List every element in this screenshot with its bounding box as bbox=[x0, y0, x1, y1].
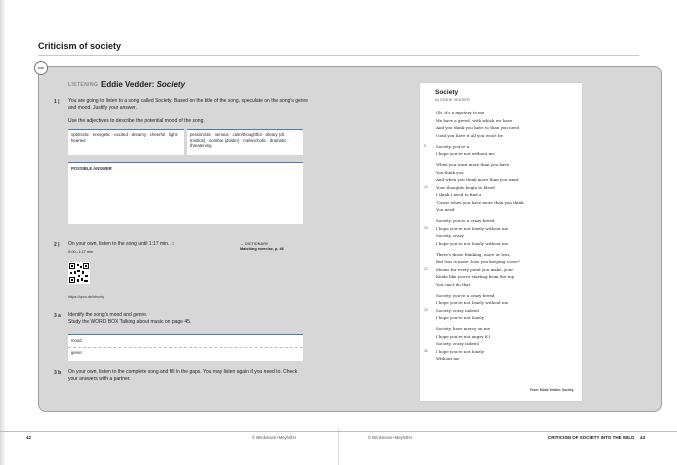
lyric-line: Society, you're a crazy breed bbox=[436, 292, 495, 298]
lyric-line: Without me bbox=[436, 356, 460, 361]
dictionary-text: Matching exercise, p. 46 bbox=[240, 247, 284, 251]
qr-link[interactable]: https://qrco.de/bbvcty bbox=[68, 295, 105, 299]
lyric-line: Society, crazy indeed bbox=[436, 307, 479, 313]
page-number-left: 42 bbox=[26, 435, 32, 440]
lyric-line: I hope you're not angry if I bbox=[436, 333, 491, 339]
task-1-number: 1 | bbox=[54, 99, 60, 105]
qr-code[interactable] bbox=[68, 262, 90, 284]
lyric-line: You think you bbox=[436, 169, 464, 175]
line-number: 30 bbox=[424, 348, 428, 353]
task-icon: task bbox=[34, 61, 48, 75]
adjectives-positive: optimistic · energetic · excited · dreamy · cheerful · light-hearted bbox=[68, 129, 184, 155]
task-3a-text-2: Study the WORD BOX Talking about music on page 45. bbox=[68, 319, 192, 325]
answer-label: POSSIBLE ANSWER bbox=[71, 166, 112, 171]
line-number: 10 bbox=[424, 184, 428, 189]
lyric-line: But less is more, how you keeping score? bbox=[436, 259, 520, 264]
lyric-line: And when you think more than you want bbox=[436, 177, 519, 182]
lyric-line: I hope you're not lonely bbox=[436, 348, 484, 354]
page-gutter-shadow bbox=[0, 0, 6, 465]
lyric-line: Society, you're a bbox=[436, 143, 470, 149]
task-1-text-2: Use the adjectives to describe the potential mood of the song. bbox=[68, 118, 205, 124]
publisher-left: © Brinkmann+Meyhöfer bbox=[252, 435, 297, 440]
mood-label: mood: bbox=[71, 338, 83, 343]
lyric-line: Kinda like you're starting from the top bbox=[436, 274, 515, 279]
lyric-line: Society, crazy indeed bbox=[436, 341, 479, 346]
lyric-line: I hope you're not lonely bbox=[436, 315, 484, 320]
lyric-line: Your thoughts begin to bleed bbox=[436, 184, 495, 190]
lyric-line: And you think you have to than you need bbox=[436, 125, 520, 130]
task-3a-text: Identify the song's mood and genre. bbox=[68, 312, 148, 318]
answer-box[interactable] bbox=[68, 162, 303, 224]
section-label: LISTENING bbox=[68, 82, 99, 88]
lyric-line: I hope you're not lonely without me bbox=[436, 240, 509, 246]
publisher-right: © Brinkmann+Meyhöfer bbox=[368, 435, 413, 440]
song-author: by EDDIE VEDDER bbox=[435, 98, 470, 102]
genre-label: genre: bbox=[71, 350, 83, 355]
task-3a-number: 3 a bbox=[54, 313, 61, 319]
task-2-text: On your own, listen to the song until 1:17 min. ♫ bbox=[68, 241, 175, 247]
lyric-line: When you want more than you have bbox=[436, 162, 509, 167]
lyric-line: Until you have it all you won't be bbox=[436, 132, 503, 138]
mood-genre-box[interactable] bbox=[68, 334, 303, 361]
headphones-icon: ♫ bbox=[170, 241, 175, 247]
lyric-line: Oh, it's a mystery to me bbox=[436, 110, 485, 115]
song-credit: From: Eddie Vedder: Society. bbox=[529, 388, 574, 392]
lyric-line: 'Cause when you have more than you think bbox=[436, 199, 524, 205]
lyric-line: Society, have mercy on me bbox=[436, 326, 491, 331]
task-3b-number: 3 b bbox=[54, 370, 62, 376]
lyric-line: I hope you're not lonely without me bbox=[436, 300, 509, 305]
lyric-line: There's those thinking, more or less, bbox=[436, 251, 511, 257]
task-3b-text: On your own, listen to the complete song and fill in the gaps. You may listen again if you need to. Check your answers with a partner. bbox=[68, 369, 298, 382]
dictionary-head: → DICTIONARY bbox=[240, 242, 269, 246]
line-number: 20 bbox=[424, 266, 428, 271]
running-title: CRITICISM OF SOCIETY INTO THE WILD bbox=[548, 435, 635, 440]
lyric-line: You can't do that bbox=[436, 281, 471, 287]
line-number: 15 bbox=[424, 225, 428, 230]
dictionary-note bbox=[240, 242, 302, 252]
song-title: Society bbox=[435, 89, 459, 96]
line-number: 25 bbox=[424, 307, 428, 312]
lyric-line: I hope you're not without me bbox=[436, 151, 495, 156]
footer-divider bbox=[0, 431, 677, 432]
page-number-right: 43 bbox=[640, 435, 646, 440]
arrow-right-icon: → bbox=[240, 242, 244, 246]
lyric-line: You need bbox=[436, 207, 455, 212]
line-number: 5 bbox=[424, 143, 426, 148]
task-1-text: You are going to listen to a song called Society. Based on the title of the song, speculate on the song's genre and mood. Justify your answer. bbox=[68, 98, 309, 111]
lyric-line: Society, crazy bbox=[436, 233, 464, 238]
lyric-line: I hope you're not lonely without me bbox=[436, 225, 509, 231]
mood-line bbox=[68, 347, 303, 348]
lyrics-sheet bbox=[420, 83, 582, 401]
task-2-time: 0:00–1:17 min bbox=[68, 249, 94, 254]
lyric-line: We have a greed, with which we have bbox=[436, 117, 513, 123]
page-title: Criticism of society bbox=[38, 41, 122, 51]
page-spine bbox=[338, 428, 339, 465]
task-2-number: 2 | bbox=[54, 242, 60, 248]
lyric-line: I think I need to find a bbox=[436, 192, 482, 197]
header-divider bbox=[38, 55, 639, 56]
section-title: Eddie Vedder: Society bbox=[101, 80, 186, 89]
lyric-line: Means for every point you make, your bbox=[436, 266, 514, 272]
lyric-line: Society, you're a crazy breed bbox=[436, 218, 495, 223]
adjectives-negative: pessimistic · serious · calm/thoughtful · dreary (dt. trostlos) · sombre (düster) · melancholic · dramatic · threatening bbox=[187, 129, 303, 155]
